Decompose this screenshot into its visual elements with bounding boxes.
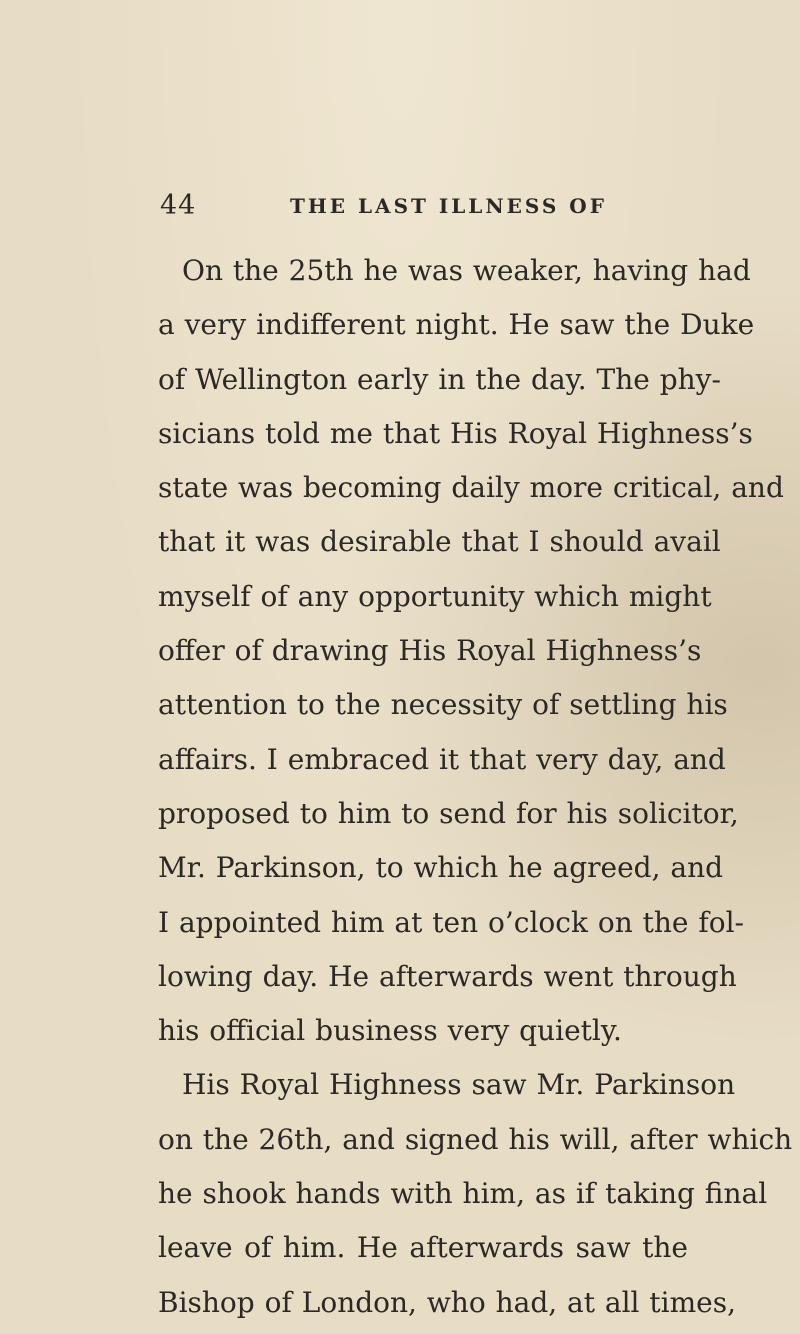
- text-line: that it was desirable that I should avail: [158, 525, 721, 559]
- text-line: proposed to him to send for his solicitor,: [158, 796, 739, 830]
- text-line: myself of any opportunity which might: [158, 579, 712, 613]
- text-line: his official business very quietly.: [158, 1014, 622, 1048]
- running-head: [160, 188, 640, 228]
- text-line: he shook hands with him, as if taking final: [158, 1177, 768, 1211]
- text-line: on the 26th, and signed his will, after which: [158, 1122, 793, 1156]
- text-line: Bishop of London, who had, at all times,: [158, 1285, 736, 1319]
- text-line: affairs. I embraced it that very day, and: [158, 742, 726, 776]
- text-line: His Royal Highness saw Mr. Parkinson: [182, 1068, 736, 1102]
- text-line: offer of drawing His Royal Highness’s: [158, 634, 702, 668]
- running-head-title: THE LAST ILLNESS OF: [290, 194, 607, 218]
- text-line: state was becoming daily more critical, and: [158, 471, 784, 505]
- text-line: Mr. Parkinson, to which he agreed, and: [158, 851, 724, 885]
- text-line: I appointed him at ten o’clock on the fol-: [158, 905, 745, 939]
- text-line: sicians told me that His Royal Highness’s: [158, 416, 753, 450]
- text-line: a very indifferent night. He saw the Duke: [158, 308, 755, 342]
- text-line: attention to the necessity of settling his: [158, 688, 728, 722]
- body-text: [158, 244, 793, 1330]
- text-line: lowing day. He afterwards went through: [158, 959, 737, 993]
- text-line: On the 25th he was weaker, having had: [182, 254, 751, 287]
- text-line: leave of him. He afterwards saw the: [158, 1231, 688, 1265]
- page-number: 44: [160, 190, 197, 221]
- text-line: of Wellington early in the day. The phy-: [158, 362, 721, 396]
